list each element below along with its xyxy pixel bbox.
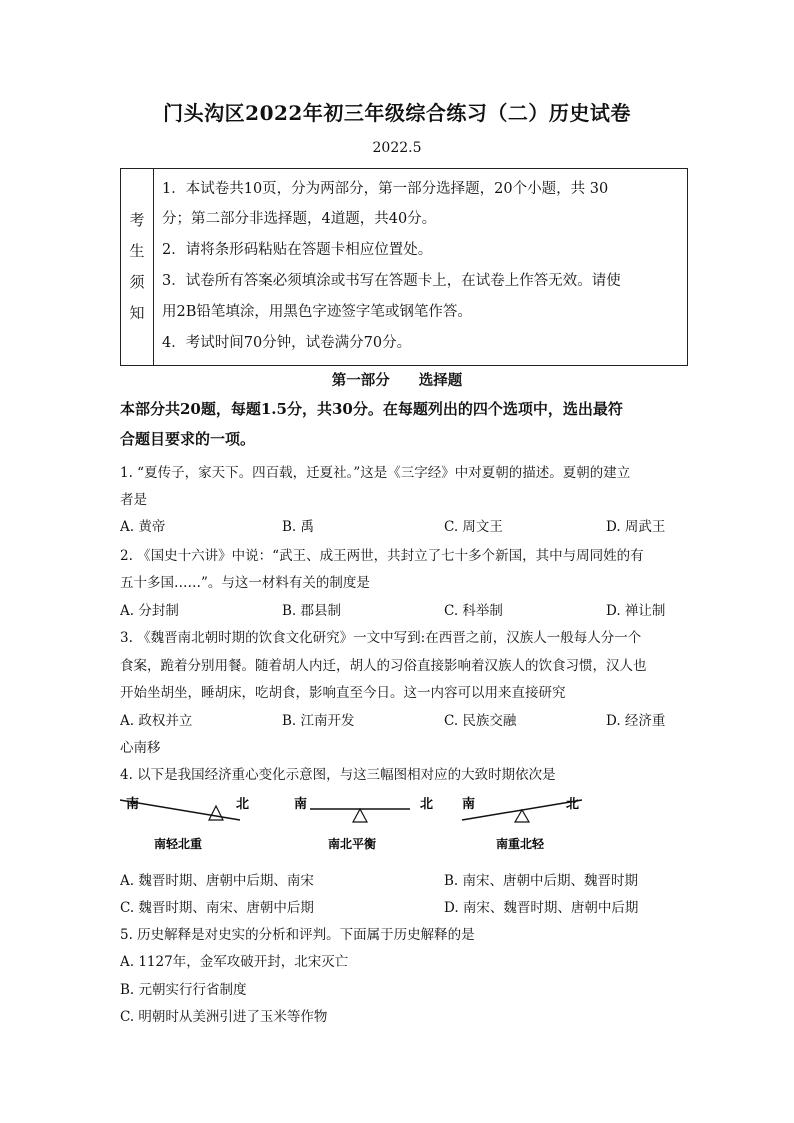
question-2-option-d: D. 禅让制 — [606, 603, 666, 619]
notice-label-char: 知 — [129, 304, 145, 322]
seesaw-right-label: 北 — [566, 797, 580, 812]
question-3-option-a: A. 政权并立 — [120, 713, 193, 729]
seesaw-south-heavy — [462, 796, 582, 851]
question-5-text: 5. 历史解释是对史实的分析和评判。下面属于历史解释的是 — [120, 927, 475, 943]
notice-line: 1．本试卷共10页，分为两部分，第一部分选择题，20个小题，共 30 — [162, 181, 609, 197]
exam-date: 2022.5 — [372, 140, 422, 156]
notice-line: 3．试卷所有答案必须填涂或书写在答题卡上，在试卷上作答无效。请使 — [162, 273, 621, 289]
question-2-option-a: A. 分封制 — [120, 603, 179, 619]
section-intro: 本部分共20题，每题1.5分，共30分。在每题列出的四个选项中，选出最符 — [120, 400, 623, 418]
seesaw-left-label: 南 — [462, 797, 476, 812]
seesaw-left-label: 南 — [126, 797, 140, 812]
exam-notice-box — [120, 168, 688, 366]
economic-center-diagram — [120, 792, 590, 856]
seesaw-south-light — [120, 796, 249, 851]
question-4-option-a: A. 魏晋时期、唐朝中后期、南宋 — [120, 873, 314, 889]
exam-title: 门头沟区2022年初三年级综合练习（二）历史试卷 — [163, 101, 631, 125]
question-1-text: 1. “夏传子，家天下。四百载，迁夏社。”这是《三字经》中对夏朝的描述。夏朝的建立 — [120, 465, 631, 481]
question-4-option-d: D. 南宋、魏晋时期、唐朝中后期 — [444, 900, 639, 916]
notice-line: 用2B铅笔填涂，用黑色字迹签字笔或钢笔作答。 — [162, 304, 472, 320]
notice-line: 2．请将条形码粘贴在答题卡相应位置处。 — [162, 242, 433, 258]
question-3-option-d-continuation: 心南移 — [120, 740, 161, 756]
seesaw-fulcrum — [515, 810, 529, 822]
question-3-option-d: D. 经济重 — [606, 713, 666, 729]
seesaw-right-label: 北 — [236, 797, 250, 812]
question-4-text: 4. 以下是我国经济重心变化示意图，与这三幅图相对应的大致时期依次是 — [120, 767, 556, 783]
question-3-text: 3. 《魏晋南北朝时期的饮食文化研究》一文中写到:在西晋之前，汉族人一般每人分一个 — [120, 630, 642, 646]
question-3-text: 食案，跪着分别用餐。随着胡人内迁，胡人的习俗直接影响着汉族人的饮食习惯，汉人也 — [120, 658, 647, 674]
notice-label-char: 须 — [129, 273, 145, 291]
section-title: 第一部分 选择题 — [331, 372, 463, 389]
seesaw-fulcrum — [209, 806, 223, 820]
question-5-option-a: A. 1127年，金军攻破开封，北宋灭亡 — [120, 954, 349, 970]
question-2-text: 五十多国……”。与这一材料有关的制度是 — [120, 575, 370, 591]
question-2-option-c: C. 科举制 — [444, 603, 503, 619]
seesaw-right-label: 北 — [420, 797, 434, 812]
question-4-option-c: C. 魏晋时期、南宋、唐朝中后期 — [120, 900, 314, 916]
question-2-option-b: B. 郡县制 — [282, 603, 342, 619]
question-3-option-c: C. 民族交融 — [444, 713, 517, 729]
question-1-text: 者是 — [120, 492, 147, 508]
notice-line: 4．考试时间70分钟，试卷满分70分。 — [162, 335, 412, 351]
notice-label-char: 生 — [129, 242, 145, 260]
notice-label-char: 考 — [129, 211, 145, 229]
notice-line: 分；第二部分非选择题，4道题，共40分。 — [162, 211, 437, 227]
question-1-option-a: A. 黄帝 — [120, 519, 166, 535]
seesaw-caption: 南北平衡 — [328, 837, 377, 851]
question-5-option-b: B. 元朝实行行省制度 — [120, 982, 247, 998]
seesaw-caption: 南重北轻 — [496, 837, 545, 851]
section-intro: 合题目要求的一项。 — [120, 430, 256, 448]
notice-label — [121, 169, 154, 365]
seesaw-figures — [120, 792, 590, 856]
question-2-text: 2. 《国史十六讲》中说：“武王、成王两世，共封立了七十多个新国，其中与周同姓的有 — [120, 548, 644, 564]
seesaw-balanced — [294, 796, 433, 851]
question-4-option-b: B. 南宋、唐朝中后期、魏晋时期 — [444, 873, 639, 889]
question-1-option-c: C. 周文王 — [444, 519, 503, 535]
seesaw-left-label: 南 — [294, 797, 308, 812]
question-1-option-b: B. 禹 — [282, 519, 315, 535]
question-5-option-c: C. 明朝时从美洲引进了玉米等作物 — [120, 1009, 328, 1025]
seesaw-caption: 南轻北重 — [154, 837, 203, 851]
question-1-option-d: D. 周武王 — [606, 519, 666, 535]
question-3-option-b: B. 江南开发 — [282, 713, 355, 729]
question-3-text: 开始坐胡坐，睡胡床，吃胡食，影响直至今日。这一内容可以用来直接研究 — [120, 685, 566, 701]
seesaw-fulcrum — [353, 809, 367, 822]
